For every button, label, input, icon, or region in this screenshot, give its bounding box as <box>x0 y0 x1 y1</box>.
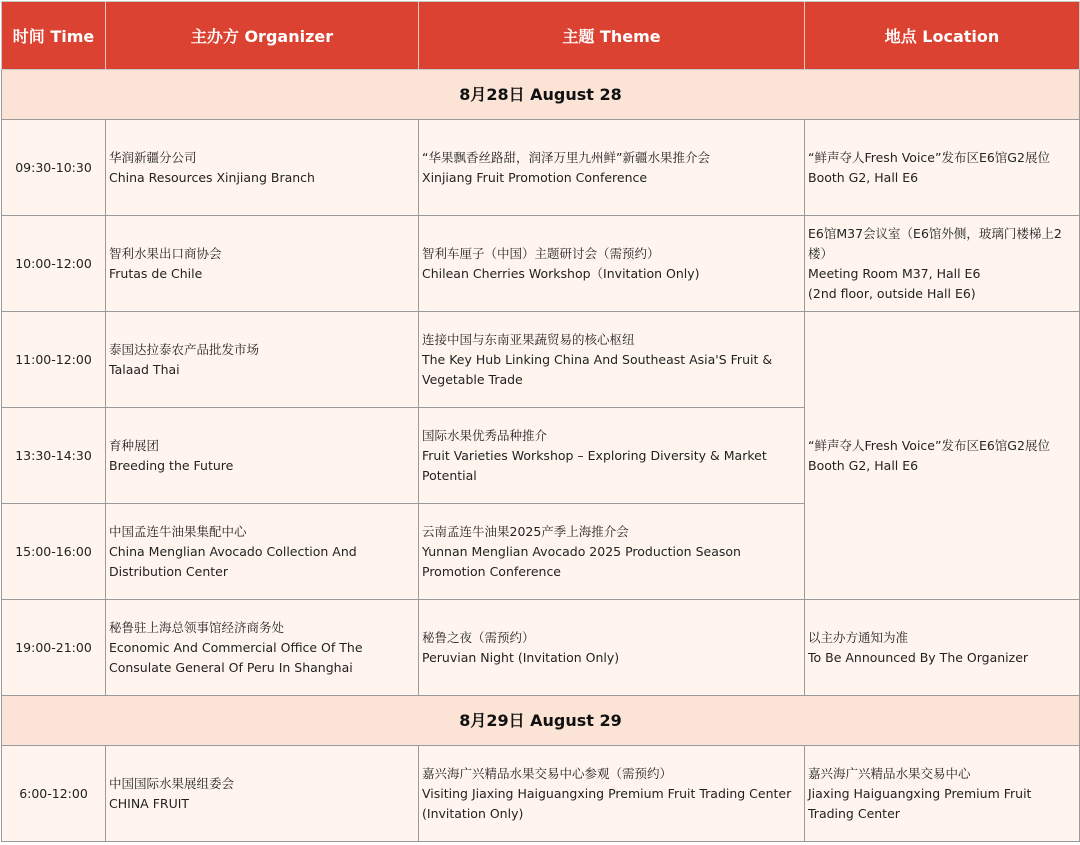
theme-zh: 秘鲁之夜（需预约） <box>422 629 535 645</box>
theme-zh: 连接中国与东南亚果蔬贸易的核心枢纽 <box>422 331 635 347</box>
location-en: Booth G2, Hall E6 <box>808 169 919 185</box>
schedule-table <box>1 1 1080 842</box>
location-cell-merged <box>805 312 1080 600</box>
location-zh: 嘉兴海广兴精品水果交易中心 <box>808 765 971 781</box>
header-theme: 主题 Theme <box>419 2 805 70</box>
time-cell: 11:00-12:00 <box>2 312 106 408</box>
location-cell <box>805 120 1080 216</box>
theme-en: Visiting Jiaxing Haiguangxing Premium Fruit Trading Center (Invitation Only) <box>422 785 792 821</box>
theme-zh: 国际水果优秀品种推介 <box>422 427 548 443</box>
organizer-cell <box>106 600 419 696</box>
theme-zh: “华果飘香丝路甜，润泽万里九州鲜”新疆水果推介会 <box>422 149 710 165</box>
theme-zh: 嘉兴海广兴精品水果交易中心参观（需预约） <box>422 765 673 781</box>
theme-zh: 云南孟连牛油果2025产季上海推介会 <box>422 523 629 539</box>
theme-cell <box>419 600 805 696</box>
organizer-zh: 育种展团 <box>109 437 160 453</box>
organizer-cell <box>106 312 419 408</box>
organizer-en: Breeding the Future <box>109 457 234 473</box>
organizer-en: Talaad Thai <box>109 361 180 377</box>
theme-en: Fruit Varieties Workshop – Exploring Diversity & Market Potential <box>422 447 767 483</box>
location-note: (2nd floor, outside Hall E6) <box>808 285 976 301</box>
organizer-en: Frutas de Chile <box>109 265 203 281</box>
organizer-zh: 华润新疆分公司 <box>109 149 197 165</box>
theme-cell <box>419 120 805 216</box>
location-en: To Be Announced By The Organizer <box>808 649 1029 665</box>
theme-cell <box>419 746 805 842</box>
table-row <box>2 216 1080 312</box>
theme-cell <box>419 216 805 312</box>
date-row <box>2 696 1080 746</box>
organizer-cell <box>106 746 419 842</box>
table-row <box>2 120 1080 216</box>
organizer-en: China Resources Xinjiang Branch <box>109 169 315 185</box>
theme-cell <box>419 312 805 408</box>
location-zh: “鲜声夺人Fresh Voice”发布区E6馆G2展位 <box>808 149 1050 165</box>
date-label: 8月29日 August 29 <box>2 696 1080 746</box>
organizer-en: Economic And Commercial Office Of The Consulate General Of Peru In Shanghai <box>109 639 363 675</box>
date-label: 8月28日 August 28 <box>2 70 1080 120</box>
organizer-zh: 泰国达拉泰农产品批发市场 <box>109 341 260 357</box>
time-cell: 19:00-21:00 <box>2 600 106 696</box>
header-time: 时间 Time <box>2 2 106 70</box>
time-cell: 09:30-10:30 <box>2 120 106 216</box>
header-row <box>2 2 1080 70</box>
time-cell: 10:00-12:00 <box>2 216 106 312</box>
table-row <box>2 312 1080 408</box>
organizer-en: China Menglian Avocado Collection And Distribution Center <box>109 543 357 579</box>
theme-zh: 智利车厘子（中国）主题研讨会（需预约） <box>422 245 660 261</box>
table-row <box>2 746 1080 842</box>
organizer-zh: 中国国际水果展组委会 <box>109 775 235 791</box>
theme-en: The Key Hub Linking China And Southeast Asia'S Fruit & Vegetable Trade <box>422 351 773 387</box>
theme-cell <box>419 408 805 504</box>
location-cell <box>805 746 1080 842</box>
organizer-cell <box>106 408 419 504</box>
organizer-zh: 秘鲁驻上海总领事馆经济商务处 <box>109 619 285 635</box>
theme-en: Chilean Cherries Workshop（Invitation Only) <box>422 265 700 281</box>
time-cell: 15:00-16:00 <box>2 504 106 600</box>
theme-en: Peruvian Night (Invitation Only) <box>422 649 620 665</box>
table-row <box>2 600 1080 696</box>
location-zh: 以主办方通知为准 <box>808 629 909 645</box>
header-organizer: 主办方 Organizer <box>106 2 419 70</box>
location-en: Meeting Room M37, Hall E6 <box>808 265 981 281</box>
location-cell <box>805 600 1080 696</box>
location-en: Jiaxing Haiguangxing Premium Fruit Trading Center <box>808 785 1032 821</box>
location-zh: “鲜声夺人Fresh Voice”发布区E6馆G2展位 <box>808 437 1050 453</box>
theme-en: Xinjiang Fruit Promotion Conference <box>422 169 648 185</box>
theme-en: Yunnan Menglian Avocado 2025 Production Season Promotion Conference <box>422 543 741 579</box>
location-en: Booth G2, Hall E6 <box>808 457 919 473</box>
organizer-zh: 中国孟连牛油果集配中心 <box>109 523 247 539</box>
time-cell: 6:00-12:00 <box>2 746 106 842</box>
organizer-cell <box>106 216 419 312</box>
time-cell: 13:30-14:30 <box>2 408 106 504</box>
location-zh: E6馆M37会议室（E6馆外侧，玻璃门楼梯上2楼） <box>808 225 1062 261</box>
theme-cell <box>419 504 805 600</box>
organizer-zh: 智利水果出口商协会 <box>109 245 222 261</box>
organizer-cell <box>106 120 419 216</box>
organizer-cell <box>106 504 419 600</box>
location-cell <box>805 216 1080 312</box>
organizer-en: CHINA FRUIT <box>109 795 190 811</box>
header-location: 地点 Location <box>805 2 1080 70</box>
date-row <box>2 70 1080 120</box>
